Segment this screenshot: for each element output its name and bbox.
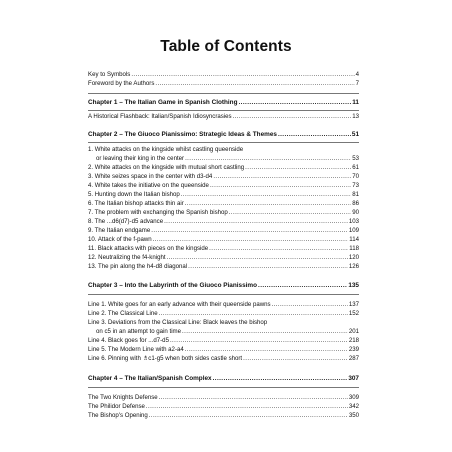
toc-chapter-2[interactable] — [88, 131, 359, 139]
toc-entry-2-4[interactable] — [88, 182, 359, 190]
toc-entry-page: 7 — [355, 80, 359, 87]
toc-entry-page: 86 — [352, 200, 359, 207]
toc-entry-label: 8. The ...d6(d7)-d5 advance — [88, 218, 164, 225]
toc-entry-page: 218 — [348, 337, 359, 344]
toc-entry-line-3[interactable] — [88, 319, 359, 327]
toc-entry-page: 11 — [352, 99, 359, 106]
page-title: Table of Contents — [160, 38, 292, 55]
toc-entry-label: on c5 in an attempt to gain time — [96, 328, 182, 335]
toc-entry-page: 90 — [352, 209, 359, 216]
toc-entry-2-10[interactable] — [88, 236, 359, 244]
toc-entry-label: Line 5. The Modern Line with a2-a4 — [88, 346, 184, 353]
toc-entry-label: Line 3. Deviations from the Classical Line: Black leaves the bishop — [88, 319, 268, 326]
toc-entry-page: 309 — [348, 394, 359, 401]
toc-entry-label: A Historical Flashback: Italian/Spanish Idiosyncrasies — [88, 113, 232, 120]
toc-entry-page: 350 — [348, 412, 359, 419]
toc-entry-page: 81 — [352, 191, 359, 198]
toc-entry-line-1[interactable] — [88, 301, 359, 309]
toc-entry-page: 13 — [352, 113, 359, 120]
toc-entry-page: 287 — [348, 355, 359, 362]
toc-entry-2-6[interactable] — [88, 200, 359, 208]
toc-entry-page: 342 — [348, 403, 359, 410]
toc-entry-label: 10. Attack of the f-pawn — [88, 236, 152, 243]
toc-entry-page: 70 — [352, 173, 359, 180]
toc-entry-page: 239 — [348, 346, 359, 353]
toc-entry-key-to-symbols[interactable] — [88, 71, 359, 79]
toc-entry-page: 4 — [355, 71, 359, 78]
section-divider — [88, 110, 359, 111]
toc-entry-label: 9. The Italian endgame — [88, 227, 151, 234]
toc-entry-label: Line 6. Pinning with — [88, 355, 141, 362]
toc-entry-2-7[interactable] — [88, 209, 359, 217]
toc-entry-page: 137 — [348, 301, 359, 308]
toc-entry-page: 109 — [348, 227, 359, 234]
toc-entry-page: 307 — [348, 375, 359, 382]
toc-entry-label: Key to Symbols — [88, 71, 131, 78]
toc-entry-page: 201 — [348, 328, 359, 335]
section-divider — [88, 387, 359, 388]
toc-entry-label-tail: c1-g5 when both sides castle short — [148, 355, 243, 362]
toc-entry-label: The Bishop's Opening — [88, 412, 148, 419]
toc-entry-label: or leaving their king in the center — [96, 155, 185, 162]
toc-entry-line-6[interactable] — [88, 355, 359, 363]
toc-entry-line-4[interactable] — [88, 337, 359, 345]
toc-entry-label: 4. White takes the initiative on the queenside — [88, 182, 209, 189]
toc-entry-line-2[interactable] — [88, 310, 359, 318]
toc-entry-2-5[interactable] — [88, 191, 359, 199]
toc-entry-label: 5. Hunting down the Italian bishop — [88, 191, 180, 198]
toc-entry-2-11[interactable] — [88, 245, 359, 253]
toc-entry-label: 2. White attacks on the kingside with mutual short castling — [88, 164, 245, 171]
section-divider — [88, 93, 359, 94]
toc-entry-label: Foreword by the Authors — [88, 80, 155, 87]
toc-entry-line-3-cont[interactable] — [88, 328, 359, 336]
toc-entry-2-3[interactable] — [88, 173, 359, 181]
toc-entry-label: Line 2. The Classical Line — [88, 310, 158, 317]
toc-entry-page: 126 — [348, 263, 359, 270]
toc-entry-page: 118 — [349, 245, 359, 252]
toc-entry-page: 120 — [348, 254, 359, 261]
toc-entry-2-12[interactable] — [88, 254, 359, 262]
toc-entry-2-1[interactable] — [88, 146, 359, 154]
toc-entry-label: The Philidor Defense — [88, 403, 145, 410]
toc-entry-page: 51 — [351, 131, 359, 138]
toc-chapter-4[interactable] — [88, 375, 359, 383]
toc-entry-label: Chapter 4 – The Italian/Spanish Complex — [88, 375, 212, 382]
toc-entry-label: 1. White attacks on the kingside whilst castling queenside — [88, 146, 244, 153]
toc-entry-bishops-opening[interactable] — [88, 412, 359, 420]
toc-entry-historical-flashback[interactable] — [88, 113, 359, 121]
toc-entry-label: Chapter 3 – Into the Labyrinth of the Giuoco Pianissimo — [88, 282, 258, 289]
toc-entry-2-2[interactable] — [88, 164, 359, 172]
toc-entry-page: 135 — [348, 282, 359, 289]
toc-entry-label: Chapter 1 – The Italian Game in Spanish Clothing — [88, 99, 238, 106]
toc-entry-label: Line 1. White goes for an early advance with their queenside pawns — [88, 301, 271, 308]
toc-entry-2-9[interactable] — [88, 227, 359, 235]
toc-entry-label: 11. Black attacks with pieces on the kingside — [88, 245, 209, 252]
toc-entry-label: 12. Neutralizing the f4-knight — [88, 254, 166, 261]
toc-chapter-1[interactable] — [88, 99, 359, 107]
toc-entry-2-8[interactable] — [88, 218, 359, 226]
toc-entry-label: 6. The Italian bishop attacks thin air — [88, 200, 184, 207]
toc-entry-label: 7. The problem with exchanging the Spanish bishop — [88, 209, 228, 216]
toc-entry-line-5[interactable] — [88, 346, 359, 354]
toc-entry-page: 61 — [352, 164, 359, 171]
toc-entry-philidor[interactable] — [88, 403, 359, 411]
toc-entry-label: Chapter 2 – The Giuoco Pianissimo: Strategic Ideas & Themes — [88, 131, 277, 138]
bishop-figurine-icon: ♗ — [142, 355, 149, 362]
toc-entry-label: The Two Knights Defense — [88, 394, 158, 401]
toc-entry-label: 13. The pin along the h4-d8 diagonal — [88, 263, 188, 270]
toc-entry-page: 103 — [348, 218, 359, 225]
toc-entry-page: 53 — [352, 155, 359, 162]
toc-entry-label: 3. White seizes space in the center with d3-d4 — [88, 173, 213, 180]
toc-entry-page: 152 — [348, 310, 359, 317]
toc-entry-foreword[interactable] — [88, 80, 359, 88]
toc-entry-2-13[interactable] — [88, 263, 359, 271]
toc-chapter-3[interactable] — [88, 282, 359, 290]
section-divider — [88, 142, 359, 143]
section-divider — [88, 294, 359, 295]
toc-entry-page: 114 — [349, 236, 359, 243]
toc-entry-two-knights[interactable] — [88, 394, 359, 402]
toc-entry-page: 73 — [352, 182, 359, 189]
toc-entry-label: Line 4. Black goes for ...d7-d5 — [88, 337, 169, 344]
toc-entry-2-1-cont[interactable] — [88, 155, 359, 163]
